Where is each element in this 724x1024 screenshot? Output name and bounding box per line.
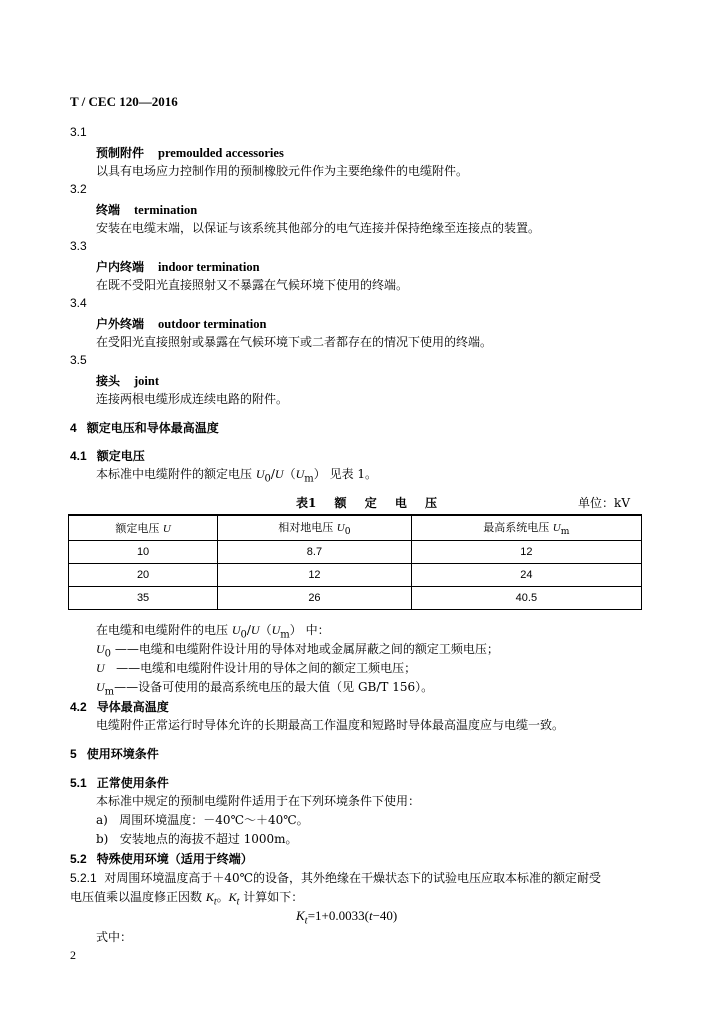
voltage-note-u: U ——电缆和电缆附件设计用的导体之间的额定工频电压； <box>96 661 417 675</box>
temperature-correction-formula: $K_t=1+0.0033(t-40)$ <box>296 908 398 927</box>
table-cell: 24 <box>411 564 641 587</box>
table-unit: 单位：kV <box>578 496 630 510</box>
term-definition: 安装在电缆末端，以保证与该系统其他部分的电气连接并保持绝缘至连接点的装置。 <box>96 221 541 235</box>
clause-number: 3.5 <box>70 353 87 367</box>
table-cell: 12 <box>411 541 641 564</box>
term-heading <box>96 201 197 218</box>
term-en: joint <box>134 374 160 388</box>
section-5-2-1-text: 5.2.1 对周围环境温度高于＋40℃的设备，其外绝缘在干燥状态下的试验电压应取本标准的额定耐受 <box>70 871 602 885</box>
page-number: 2 <box>70 948 76 962</box>
term-en: indoor termination <box>158 260 260 274</box>
term-heading <box>96 144 284 161</box>
term-cn: 终端 <box>96 203 121 217</box>
table-row <box>69 564 642 587</box>
section-4-1-text: 本标准中电缆附件的额定电压 $U_0/U(U_m)$ 见表 1。 <box>96 467 378 485</box>
rated-voltage-table <box>68 514 642 610</box>
section-5-2-heading: 5.2 特殊使用环境（适用于终端） <box>70 852 253 866</box>
standard-id-header: T / CEC 120—2016 <box>70 94 178 109</box>
table-cell: 8.7 <box>218 541 412 564</box>
table-cell: 35 <box>69 587 218 610</box>
list-item: b) 安装地点的海拔不超过 1000m。 <box>96 832 298 846</box>
section-4-2-text: 电缆附件正常运行时导体允许的长期最高工作温度和短路时导体最高温度应与电缆一致。 <box>96 718 565 732</box>
table-cell: 26 <box>218 587 412 610</box>
term-definition: 以具有电场应力控制作用的预制橡胶元件作为主要绝缘件的电缆附件。 <box>96 164 469 178</box>
term-heading <box>96 372 159 389</box>
table-row <box>69 587 642 610</box>
term-en: termination <box>134 203 198 217</box>
where-label: 式中： <box>96 930 133 944</box>
section-4-2-heading: 4.2 导体最高温度 <box>70 700 169 714</box>
table-header-cell: 最高系统电压 $U_m$ <box>411 515 641 541</box>
term-en: outdoor termination <box>158 317 267 331</box>
term-cn: 户内终端 <box>96 260 145 274</box>
clause-number: 3.4 <box>70 296 87 310</box>
section-5-2-1-text-cont: 电压值乘以温度修正因数 $K_t$。$K_t$ 计算如下： <box>70 890 304 908</box>
table-cell: 40.5 <box>411 587 641 610</box>
voltage-note-intro: 在电缆和电缆附件的电压 $U_0/U(U_m)$ 中： <box>96 623 330 641</box>
list-item: a) 周围环境温度：－40℃～＋40℃。 <box>96 813 309 827</box>
table-caption: 表1 额 定 电 压 <box>296 496 438 510</box>
voltage-note-um: $U_m——$设备可使用的最高系统电压的最大值（见 GB/T 156）。 <box>96 680 434 698</box>
table-cell: 10 <box>69 541 218 564</box>
term-definition: 在既不受阳光直接照射又不暴露在气候环境下使用的终端。 <box>96 278 409 292</box>
table-header-cell: 额定电压 U <box>69 515 218 541</box>
voltage-note-u0: $U_0$ ——电缆和电缆附件设计用的导体对地或金属屏蔽之间的额定工频电压； <box>96 642 499 660</box>
section-4-heading: 4 额定电压和导体最高温度 <box>70 421 219 435</box>
term-cn: 户外终端 <box>96 317 145 331</box>
term-definition: 连接两根电缆形成连续电路的附件。 <box>96 392 289 406</box>
table-cell: 20 <box>69 564 218 587</box>
section-4-1-heading: 4.1 额定电压 <box>70 449 145 463</box>
clause-number: 3.1 <box>70 125 87 139</box>
table-header-row <box>69 515 642 541</box>
table-row <box>69 541 642 564</box>
section-5-1-text: 本标准中规定的预制电缆附件适用于在下列环境条件下使用： <box>96 794 421 808</box>
clause-number: 3.2 <box>70 182 87 196</box>
term-cn: 预制附件 <box>96 146 145 160</box>
term-heading <box>96 315 266 332</box>
section-5-heading: 5 使用环境条件 <box>70 747 159 761</box>
term-heading <box>96 258 260 275</box>
term-definition: 在受阳光直接照射或暴露在气候环境下或二者都存在的情况下使用的终端。 <box>96 335 493 349</box>
term-cn: 接头 <box>96 374 121 388</box>
table-cell: 12 <box>218 564 412 587</box>
term-en: premoulded accessories <box>158 146 284 160</box>
table-header-cell: 相对地电压 $U_0$ <box>218 515 412 541</box>
section-5-1-heading: 5.1 正常使用条件 <box>70 776 169 790</box>
clause-number: 3.3 <box>70 239 87 253</box>
